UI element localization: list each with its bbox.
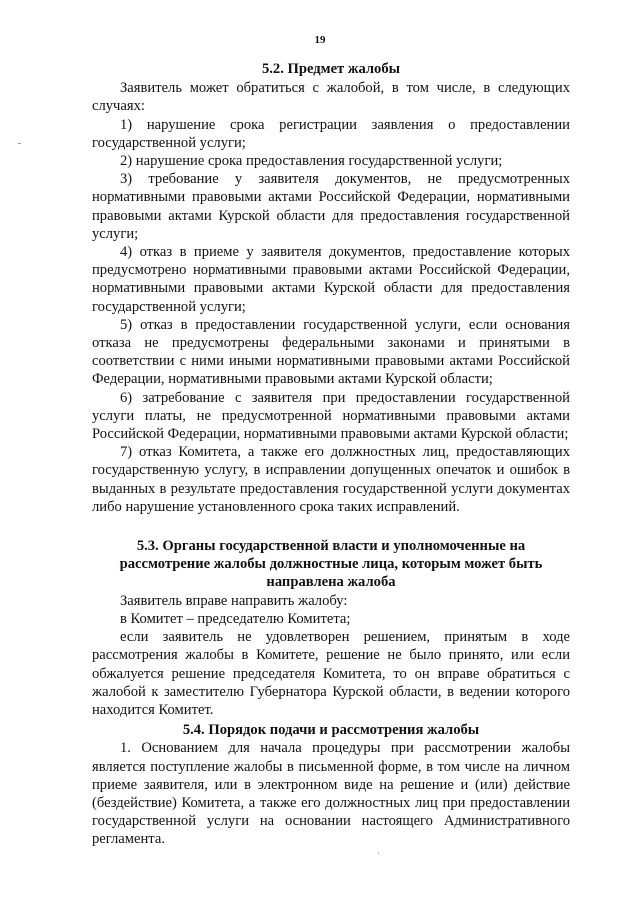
scan-artifact	[378, 852, 379, 854]
paragraph: 1. Основанием для начала процедуры при рассмотрении жалобы является поступление жалобы в письменной форме, в том числе на личном приеме заявителя, или в электронном виде на решение и (или) действие (бездействие) Комитета, а также его должностных лиц при предоставлении государственной услуги на основании настоящего Административного регламента.	[92, 740, 570, 848]
paragraph: Заявитель вправе направить жалобу:	[120, 592, 348, 609]
list-item: 4) отказ в приеме у заявителя документов, предоставление которых предусмотрено нормативными правовыми актами Российской Федерации, нормативными правовыми актами Курской области для предоставления государственной услуги;	[92, 244, 570, 315]
paragraph: в Комитет – председателю Комитета;	[120, 610, 351, 627]
list-item: 6) затребование с заявителя при предоставлении государственной услуги платы, не предусмотренной нормативными правовыми актами Российской Федерации, нормативными правовыми актами Курской области;	[92, 389, 570, 443]
document-body	[92, 60, 570, 849]
list-item: 2) нарушение срока предоставления государственной услуги;	[120, 153, 503, 170]
section-5-2-intro: Заявитель может обратиться с жалобой, в том числе, в следующих случаях:	[92, 80, 570, 115]
list-item: 1) нарушение срока регистрации заявления о предоставлении государственной услуги;	[92, 116, 570, 151]
section-heading-5-4: 5.4. Порядок подачи и рассмотрения жалобы	[182, 722, 480, 739]
section-heading-5-3: 5.3. Органы государственной власти и уполномоченные на рассмотрение жалобы должностные лица, которым может быть направлена жалоба	[119, 538, 543, 591]
section-heading-5-2: 5.2. Предмет жалобы	[261, 61, 401, 77]
list-item: 3) требование у заявителя документов, не предусмотренных нормативными правовыми актами Российской Федерации, нормативными правовыми актами Курской области для предоставления государственной услуги;	[92, 171, 570, 242]
page-number: 19	[314, 34, 326, 46]
scan-artifact	[18, 143, 21, 144]
list-item: 5) отказ в предоставлении государственной услуги, если основания отказа не предусмотрены федеральными законами и принятыми в соответствии с ними иными нормативными правовыми актами Российской Федерации, нормативными правовыми актами Курской области;	[92, 316, 570, 388]
paragraph: если заявитель не удовлетворен решением, принятым в ходе рассмотрения жалобы в Комитете, решение не было принято, или если обжалуется решение председателя Комитета, то он вправе обратиться с жалобой к заместителю Губернатора Курской области, в ведении которого находится Комитет.	[92, 629, 570, 718]
list-item: 7) отказ Комитета, а также его должностных лиц, предоставляющих государственную услугу, в исправлении допущенных опечаток и ошибок в выданных в результате предоставления государственной услуги документах либо нарушение установленного срока таких исправлений.	[92, 444, 570, 515]
